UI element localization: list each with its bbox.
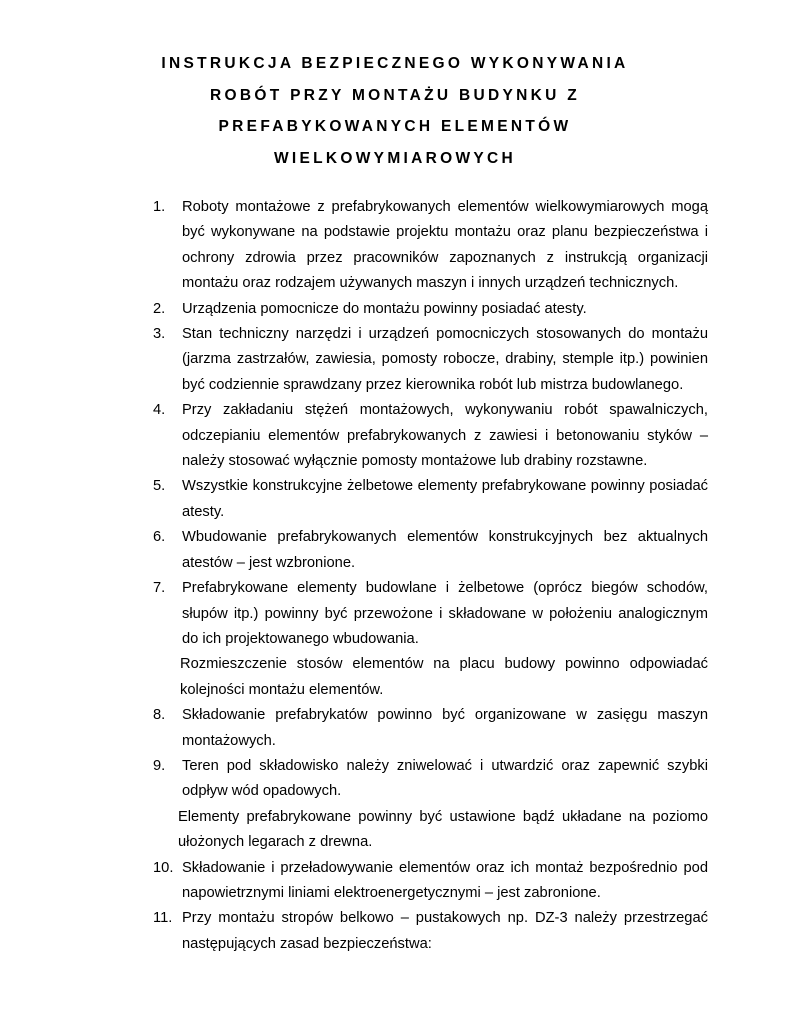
- list-item-10: [153, 856, 708, 907]
- item-number: 8.: [153, 707, 166, 724]
- list-item-1: [153, 195, 708, 297]
- item-text: Prefabrykowane elementy budowlane i żelbetowe (oprócz biegów schodów, słupów itp.) powinny być przewożone i składowane w położeniu analogicznym do ich projektowanego wbudowania.: [182, 580, 708, 647]
- item-text: Składowanie prefabrykatów powinno być organizowane w zasięgu maszyn montażowych.: [182, 707, 708, 749]
- item-text: Stan techniczny narzędzi i urządzeń pomocniczych stosowanych do montażu (jarzma zastrzałów, zawiesia, pomosty robocze, drabiny, stemple itp.) powinien być codziennie sprawdzany przez kierownika robót lub mistrza budowlanego.: [182, 326, 708, 393]
- item-number: 5.: [153, 478, 166, 495]
- item-text: Teren pod składowisko należy zniwelować i utwardzić oraz zapewnić szybki odpływ wód opadowych.: [182, 757, 708, 800]
- title-line: PREFABYKOWANYCH ELEMENTÓW: [218, 118, 572, 135]
- item-text: Urządzenia pomocnicze do montażu powinny posiadać atesty.: [182, 300, 587, 317]
- item-number: 7.: [153, 580, 166, 597]
- list-item-11: [153, 906, 708, 957]
- list-item-6: [153, 525, 708, 576]
- title-line: ROBÓT PRZY MONTAŻU BUDYNKU Z: [210, 86, 580, 104]
- item-text: Składowanie i przeładowywanie elementów oraz ich montaż bezpośrednio pod napowietrznymi liniami elektroenergetycznymi – jest zabronione.: [182, 859, 708, 901]
- item-text: Wbudowanie prefabrykowanych elementów konstrukcyjnych bez aktualnych atestów – jest wzbronione.: [182, 529, 708, 571]
- item-number: 1.: [153, 199, 166, 215]
- item-number: 3.: [153, 326, 166, 343]
- list-item-7: [153, 576, 708, 652]
- item-7-continuation: Rozmieszczenie stosów elementów na placu budowy powinno odpowiadać kolejności montażu elementów.: [180, 656, 708, 698]
- item-text: Przy zakładaniu stężeń montażowych, wykonywaniu robót spawalniczych, odczepianiu elementów prefabrykowanych z zawiesi i betonowaniu styków – należy stosować wyłącznie pomosty montażowe lub drabiny rozstawne.: [182, 402, 708, 470]
- list-item-5: [153, 474, 708, 525]
- list-item-4: [153, 398, 708, 474]
- list-item-9: [153, 754, 708, 805]
- item-number: 9.: [153, 757, 166, 774]
- document-title: [120, 48, 670, 174]
- item-number: 2.: [153, 300, 166, 317]
- item-text: Wszystkie konstrukcyjne żelbetowe elementy prefabrykowane powinny posiadać atesty.: [182, 478, 708, 520]
- item-text: Roboty montażowe z prefabrykowanych elementów wielkowymiarowych mogą być wykonywane na podstawie projektu montażu oraz planu bezpieczeństwa i ochrony zdrowia przez pracowników zapoznanych z instrukcją organizacji montażu oraz rodzajem używanych maszyn i innych urządzeń technicznych.: [182, 199, 708, 292]
- title-line: INSTRUKCJA BEZPIECZNEGO WYKONYWANIA: [161, 55, 629, 72]
- item-number: 4.: [153, 402, 166, 419]
- item-9-continuation: Elementy prefabrykowane powinny być ustawione bądź układane na poziomo ułożonych legarach z drewna.: [178, 808, 708, 851]
- item-text: Przy montażu stropów belkowo – pustakowych np. DZ-3 należy przestrzegać następujących zasad bezpieczeństwa:: [182, 910, 708, 952]
- title-line: WIELKOWYMIAROWYCH: [273, 149, 517, 167]
- instruction-list: [153, 195, 708, 957]
- list-item-8: [153, 703, 708, 754]
- list-item-2: [153, 297, 708, 322]
- item-number: 6.: [153, 529, 166, 546]
- list-item-3: [153, 322, 708, 398]
- item-number: 11.: [153, 910, 173, 927]
- item-number: 10.: [153, 859, 174, 876]
